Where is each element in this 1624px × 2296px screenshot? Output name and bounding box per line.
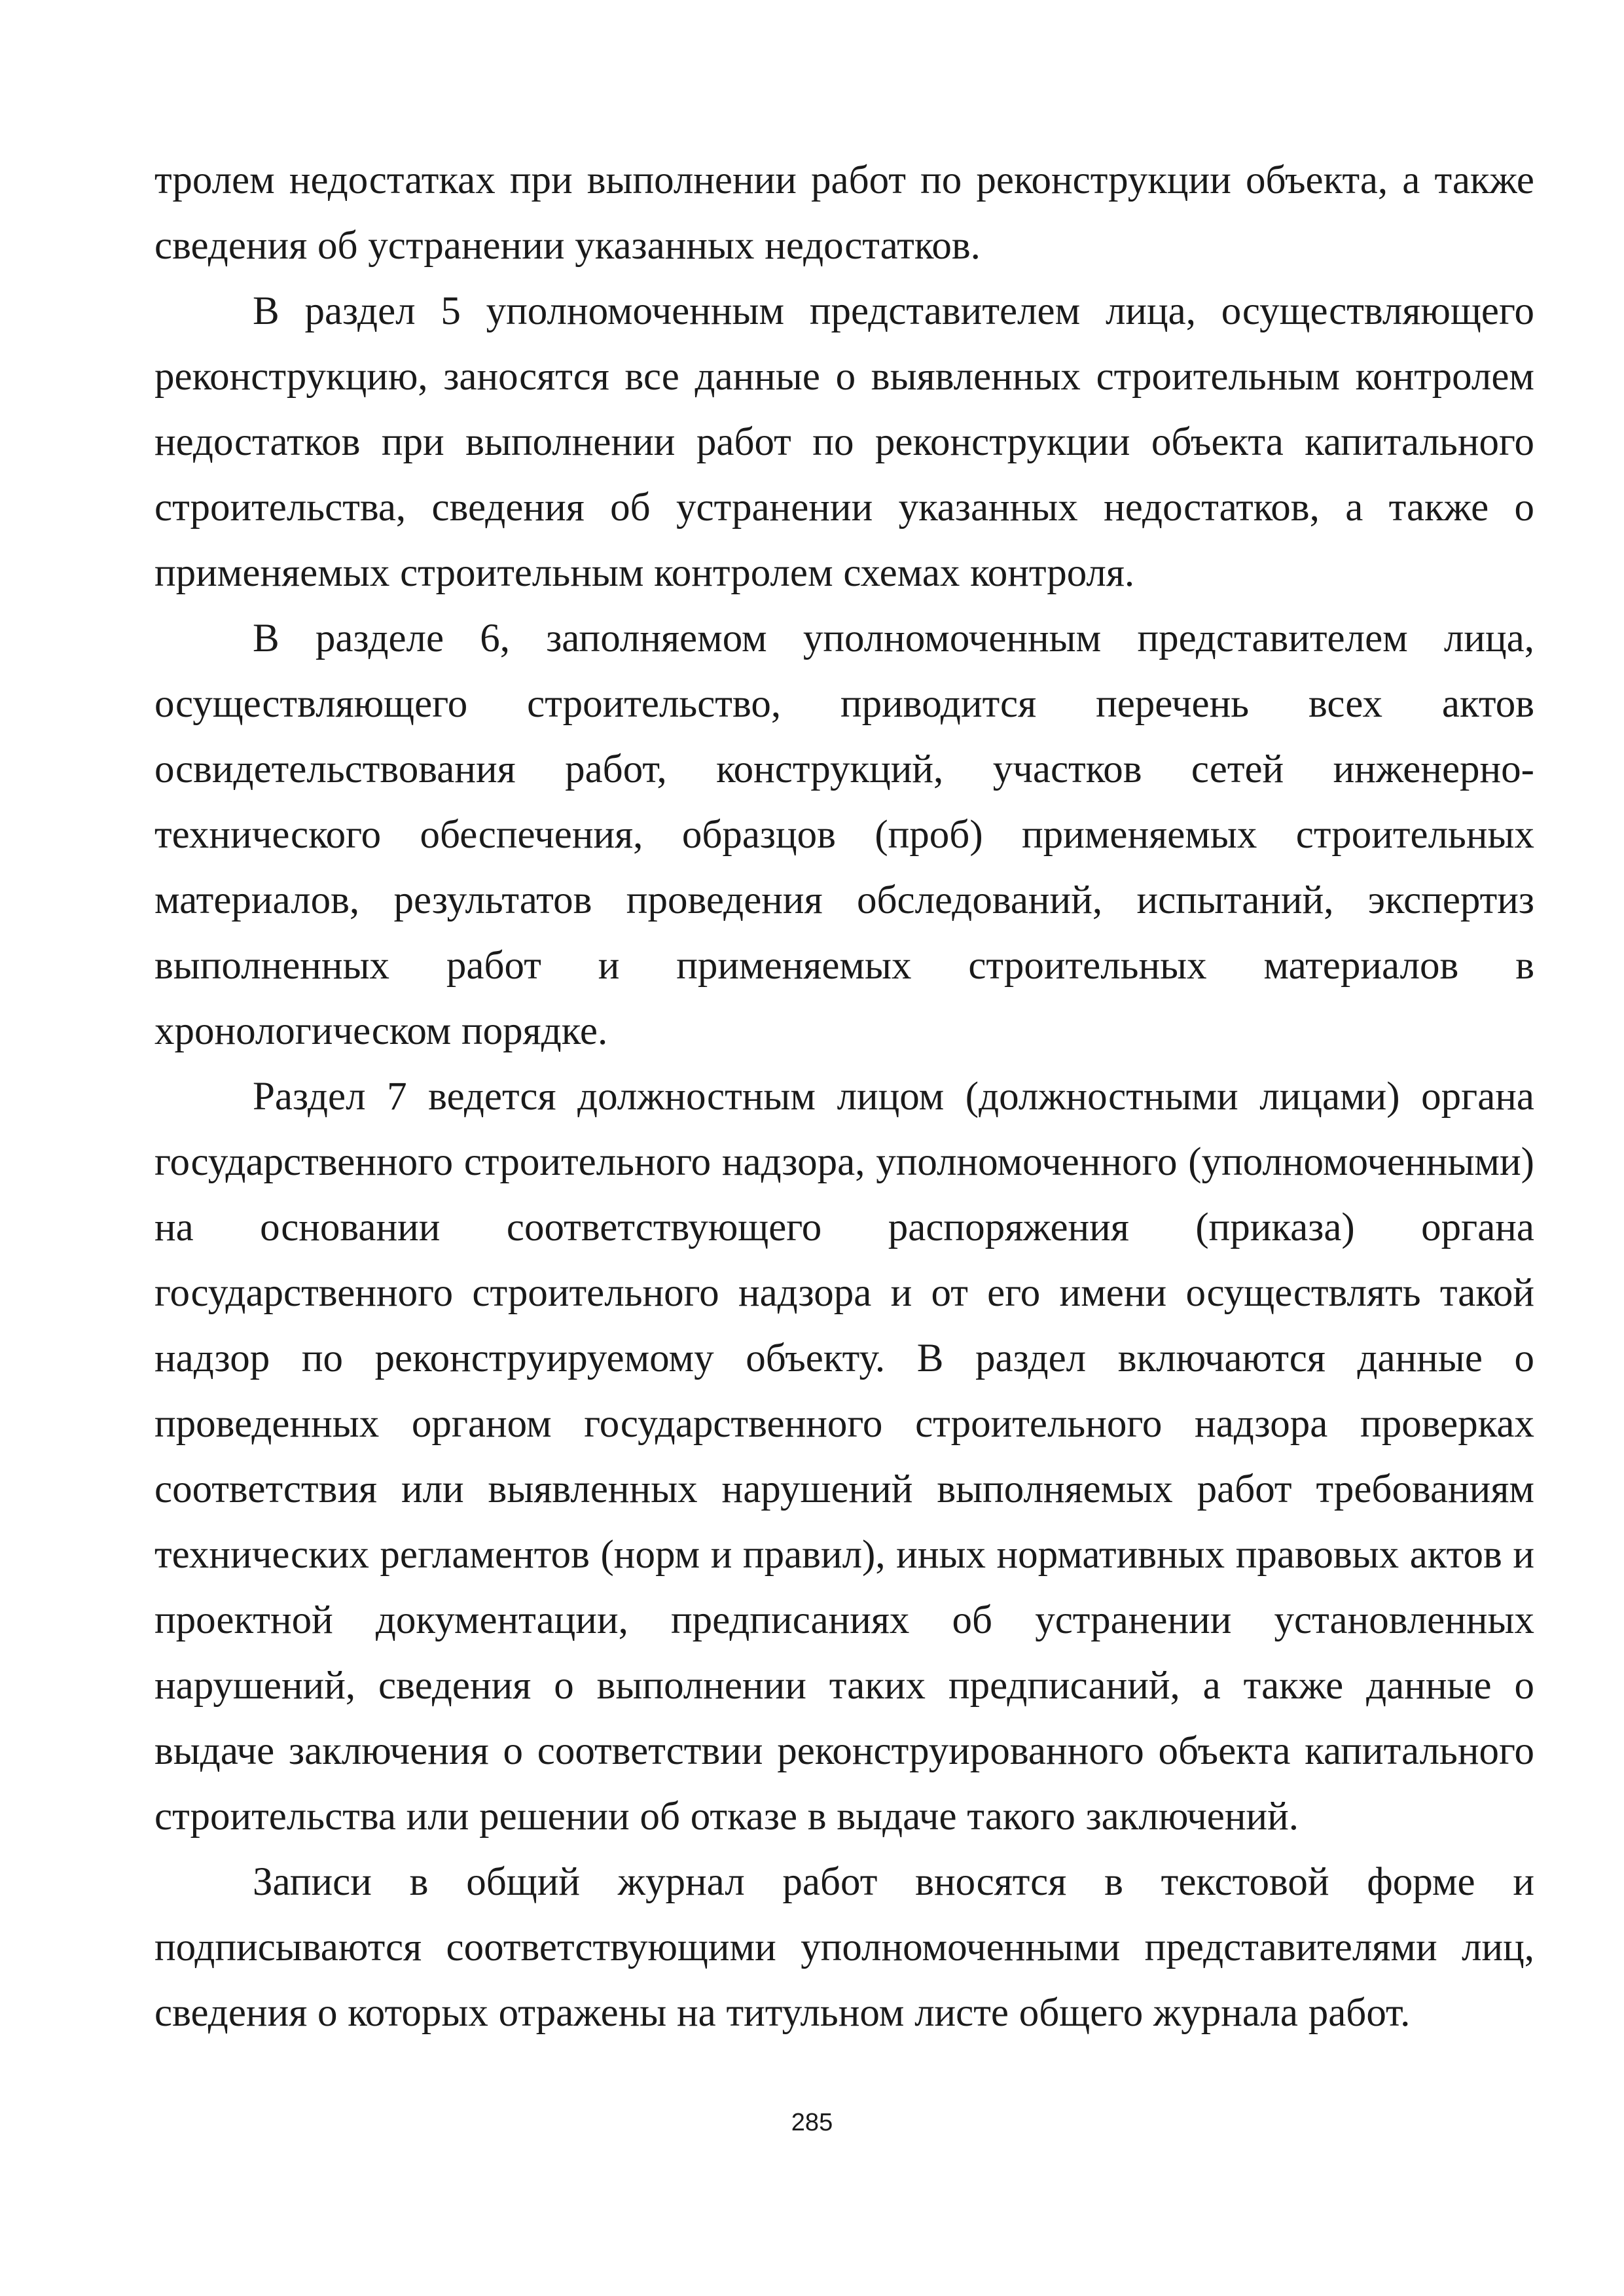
body-text — [154, 148, 1534, 2046]
paragraph-section-7: Раздел 7 ведется должностным лицом (должностными лицами) органа государственного строительного надзора, уполномоченного (уполномоченными) на основании соответствующего распоряжения (приказа) органа государственного строительного надзора и от его имени осуществлять такой надзор по реконструируемому объекту. В раздел включаются данные о проведенных органом государственного строительного надзора проверках соответствия или выявленных нарушений выполняемых работ требованиям технических регламентов (норм и правил), иных нормативных правовых актов и проектной документации, предписаниях об устранении установленных нарушений, сведения о выполнении таких предписаний, а также данные о выдаче заключения о соответствии реконструированного объекта капитального строительства или решении об отказе в выдаче такого заключений. — [154, 1075, 1534, 1839]
paragraph-continuation: тролем недостатках при выполнении работ по реконструкции объекта, а также сведения об устранении указанных недостатков. — [154, 158, 1534, 268]
page-number: 285 — [791, 2109, 833, 2136]
paragraph-section-5: В раздел 5 уполномоченным представителем лица, осуществляющего реконструкцию, заносятся все данные о выявленных строительным контролем недостатков при выполнении работ по реконструкции объекта капитального строительства, сведения об устранении указанных недостатков, а также о применяемых строительным контролем схемах контроля. — [154, 289, 1534, 595]
paragraph-records: Записи в общий журнал работ вносятся в текстовой форме и подписываются соответствующими уполномоченными представителями лиц, сведения о которых отражены на титульном листе общего журнала работ. — [154, 1860, 1534, 2035]
paragraph-section-6: В разделе 6, заполняемом уполномоченным представителем лица, осуществляющего строительство, приводится перечень всех актов освидетельствования работ, конструкций, участков сетей инженерно-технического обеспечения, образцов (проб) применяемых строительных материалов, результатов проведения обследований, испытаний, экспертиз выполненных работ и применяемых строительных материалов в хронологическом порядке. — [154, 617, 1534, 1053]
